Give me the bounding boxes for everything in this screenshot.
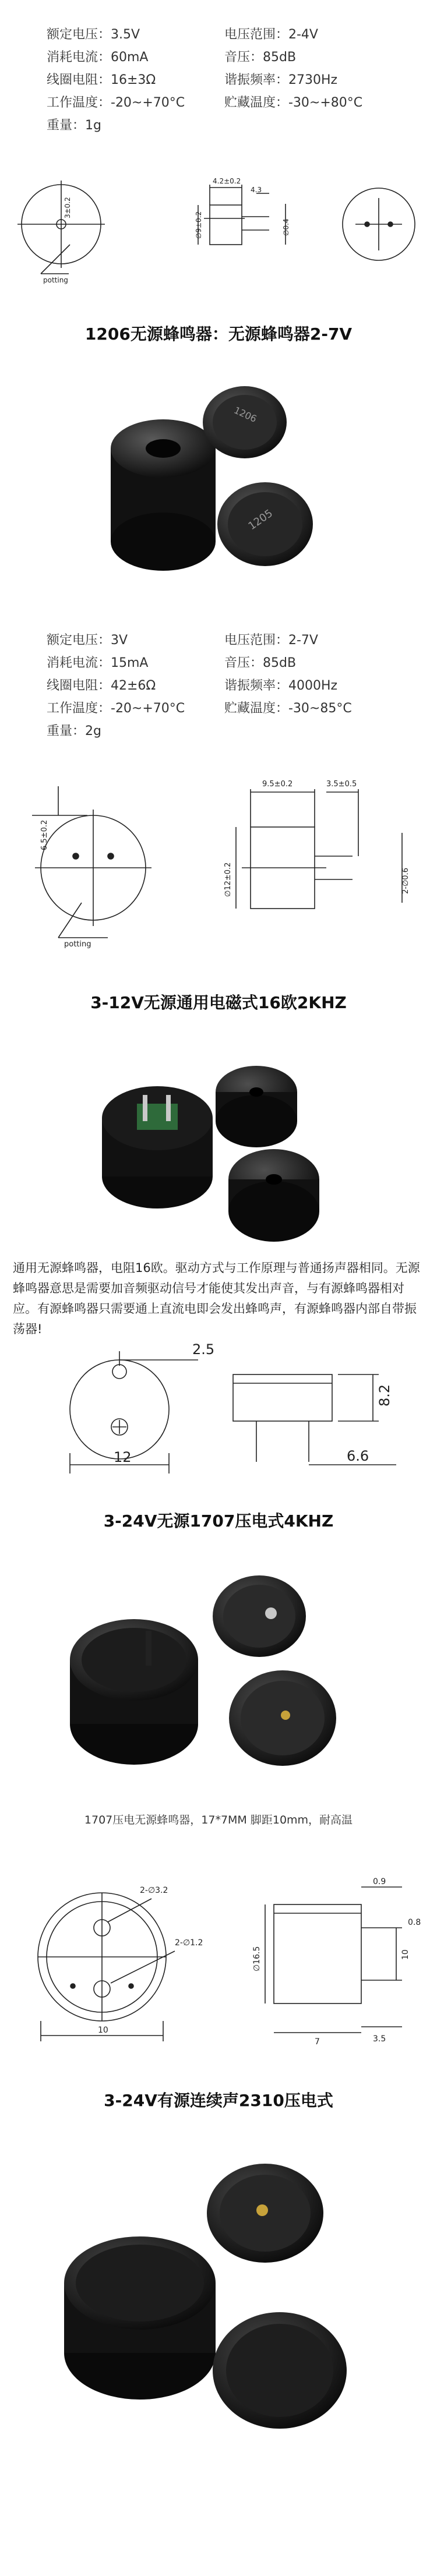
- description-paragraph: 通用无源蜂鸣器，电阻16欧。驱动方式与工作原理与普通扬声器相同。无源蜂鸣器意思是需要加音频驱动信号才能使其发出声音，与有源蜂鸣器相对应。有源蜂鸣器只需要通上直流电即会发出蜂鸣声，有源蜂鸣器内部自带振荡器!: [13, 1261, 420, 1336]
- dimension-label: 0.9: [373, 1877, 386, 1886]
- spec-cell: 音压：85dB: [224, 656, 297, 670]
- dimension-label: 3.5: [373, 2034, 386, 2044]
- spec-cell: 线圈电阻：16±3Ω: [47, 73, 156, 87]
- spec-cell: 贮藏温度：-30~+80°C: [224, 96, 363, 110]
- section-title: 3-24V有源连续声2310压电式: [104, 2091, 333, 2110]
- spec-cell: 重量：2g: [47, 724, 101, 738]
- dimension-label: 3±0.2: [64, 197, 72, 218]
- dimension-label: 7: [315, 2037, 320, 2047]
- product-photo-1: [0, 373, 437, 617]
- photo-caption: 1707压电无源蜂鸣器，17*7MM 脚距10mm，耐高温: [84, 1814, 353, 1826]
- dimension-label: 6.6: [347, 1448, 369, 1464]
- buzzer-marking: 1206: [232, 404, 259, 425]
- dimension-label: 12: [114, 1449, 132, 1465]
- dimension-label: 2-∅0.6: [401, 868, 410, 894]
- spec-row: [47, 629, 420, 652]
- potting-label: potting: [64, 940, 91, 949]
- spec-row: [47, 91, 420, 114]
- buzzer-marking: 1205: [246, 507, 276, 533]
- spec-row: [47, 720, 420, 743]
- product-photo-3: [0, 1561, 437, 1794]
- spec-cell: 谐振频率：4000Hz: [224, 679, 338, 693]
- section-title: 3-24V无源1707压电式4KHZ: [103, 1511, 334, 1531]
- dimension-label: ∅16.5: [252, 1946, 262, 1971]
- dimension-label: 2-∅1.2: [175, 1938, 203, 1948]
- dimension-label: ∅9±0.2: [195, 211, 203, 239]
- section-title: 3-12V无源通用电磁式16欧2KHZ: [90, 993, 347, 1012]
- dimension-label: 3.5±0.5: [326, 780, 357, 789]
- dimension-label: 0.8: [408, 1918, 421, 1927]
- spec-cell: 贮藏温度：-30~85°C: [224, 701, 352, 716]
- dimension-label: 8.2: [376, 1384, 393, 1407]
- dimension-label: 4.3: [251, 186, 262, 194]
- dimension-drawing-3: [0, 1340, 437, 1473]
- dimension-label: 2-∅3.2: [140, 1886, 168, 1895]
- spec-cell: 额定电压：3.5V: [47, 27, 140, 42]
- spec-cell: [224, 114, 420, 137]
- spec-cell: 重量：1g: [47, 118, 101, 133]
- spec-row: [47, 674, 420, 697]
- spec-cell: [224, 720, 420, 743]
- potting-label: potting: [43, 276, 68, 284]
- dimension-drawing-1: [0, 157, 437, 291]
- dimension-drawing-4: [0, 1864, 437, 2050]
- dimension-label: 6.5±0.2: [40, 819, 49, 850]
- dimension-label: 10: [401, 1949, 410, 1960]
- spec-table-1: [47, 23, 420, 137]
- product-photo-4: [0, 2143, 437, 2574]
- spec-row: [47, 114, 420, 137]
- dimension-label: 9.5±0.2: [262, 780, 293, 789]
- product-photo-2: [0, 1043, 437, 1252]
- spec-row: [47, 23, 420, 46]
- spec-cell: 消耗电流：60mA: [47, 50, 149, 65]
- dimension-label: 4.2±0.2: [213, 177, 241, 185]
- spec-cell: 谐振频率：2730Hz: [224, 73, 338, 87]
- spec-cell: 音压：85dB: [224, 50, 297, 65]
- spec-row: [47, 46, 420, 69]
- spec-row: [47, 652, 420, 674]
- dimension-drawing-2: [0, 769, 437, 955]
- spec-cell: 工作温度：-20~+70°C: [47, 96, 185, 110]
- spec-row: [47, 697, 420, 720]
- spec-cell: 线圈电阻：42±6Ω: [47, 679, 156, 693]
- spec-cell: 消耗电流：15mA: [47, 656, 149, 670]
- dimension-label: 10: [98, 2026, 108, 2035]
- dimension-label: ∅0.4: [282, 218, 290, 236]
- spec-table-2: [47, 629, 420, 743]
- dimension-label: ∅12±0.2: [224, 862, 232, 897]
- spec-cell: 电压范围：2-7V: [224, 633, 318, 648]
- spec-cell: 额定电压：3V: [47, 633, 128, 648]
- spec-cell: 电压范围：2-4V: [224, 27, 318, 42]
- dimension-label: 2.5: [192, 1341, 215, 1358]
- section-title: 1206无源蜂鸣器：无源蜂鸣器2-7V: [84, 324, 353, 344]
- spec-cell: 工作温度：-20~+70°C: [47, 701, 185, 716]
- spec-row: [47, 69, 420, 91]
